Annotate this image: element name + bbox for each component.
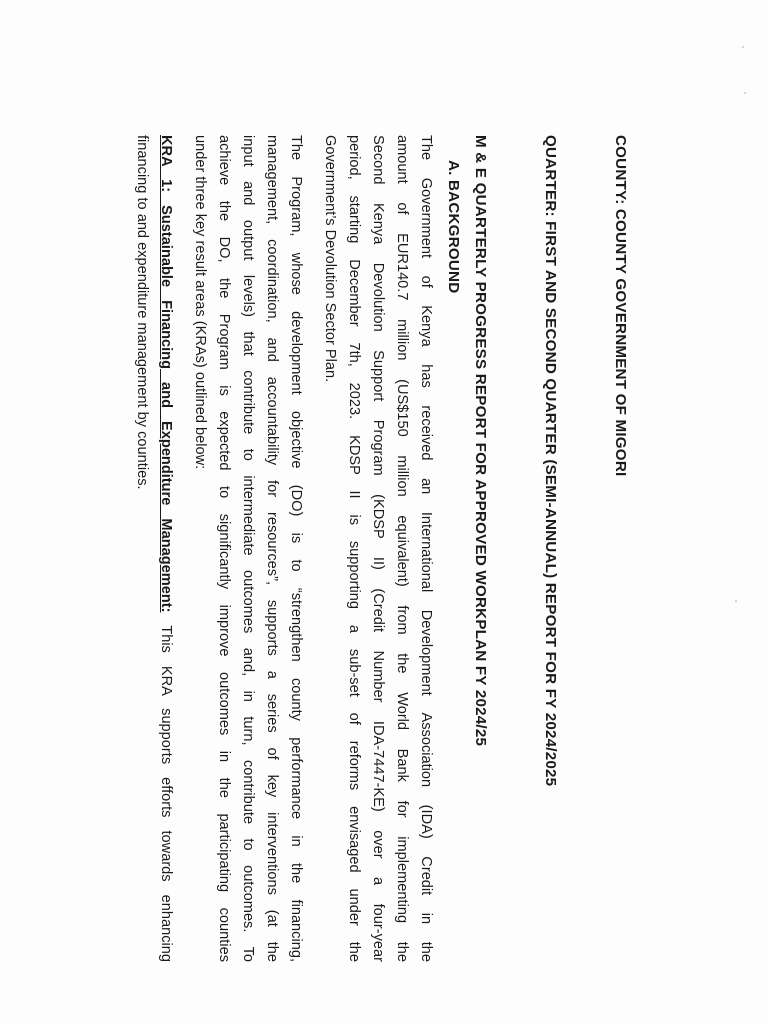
paragraph-line: management, coordination, and accountability for resources”, supports a series of key interventions (at the (264, 135, 280, 962)
paragraph-line: amount of EUR140.7 million (US$150 million equivalent) from the World Bank for implementing the (394, 135, 410, 962)
kra1-text: This KRA supports efforts towards enhancing (158, 612, 174, 962)
paragraph-line: period, starting December 7th, 2023. KDSP II is supporting a sub-set of reforms envisaged under the (346, 135, 362, 962)
kra1-paragraph (156, 135, 176, 962)
report-title: M & E QUARTERLY PROGRESS REPORT FOR APPROVED WORKPLAN FY 2024/25 (472, 135, 489, 747)
section-background-heading: A. BACKGROUND (445, 160, 462, 294)
kra1-paragraph-line-2: financing to and expenditure management by counties. (134, 135, 150, 490)
paragraph-line: The Government of Kenya has received an International Development Association (IDA) Credit in the (418, 135, 434, 962)
paragraph-line: Second Kenya Devolution Support Program (KDSP II) (Credit Number IDA-7447-KE) over a four-year (370, 135, 386, 962)
paragraph-line: achieve the DO, the Program is expected to significantly improve outcomes in the participating counties (216, 135, 232, 962)
paragraph-line: Government’s Devolution Sector Plan. (322, 135, 338, 383)
paragraph-line: The Program, whose development objective (DO) is to “strengthen county performance in the financing, (288, 135, 304, 962)
county-heading: COUNTY: COUNTY GOVERNMENT OF MIGORI (612, 135, 629, 477)
quarter-heading: QUARTER: FIRST AND SECOND QUARTER (SEMI-ANNUAL) REPORT FOR FY 2024/2025 (542, 135, 559, 787)
paragraph-line: under three key result areas (KRAs) outlined below: (192, 135, 208, 470)
kra1-label: KRA 1: Sustainable Financing and Expenditure Management: (158, 135, 174, 613)
paragraph-line: input and output levels) that contribute to intermediate outcomes and, in turn, contribute to outcomes. To (240, 135, 256, 962)
